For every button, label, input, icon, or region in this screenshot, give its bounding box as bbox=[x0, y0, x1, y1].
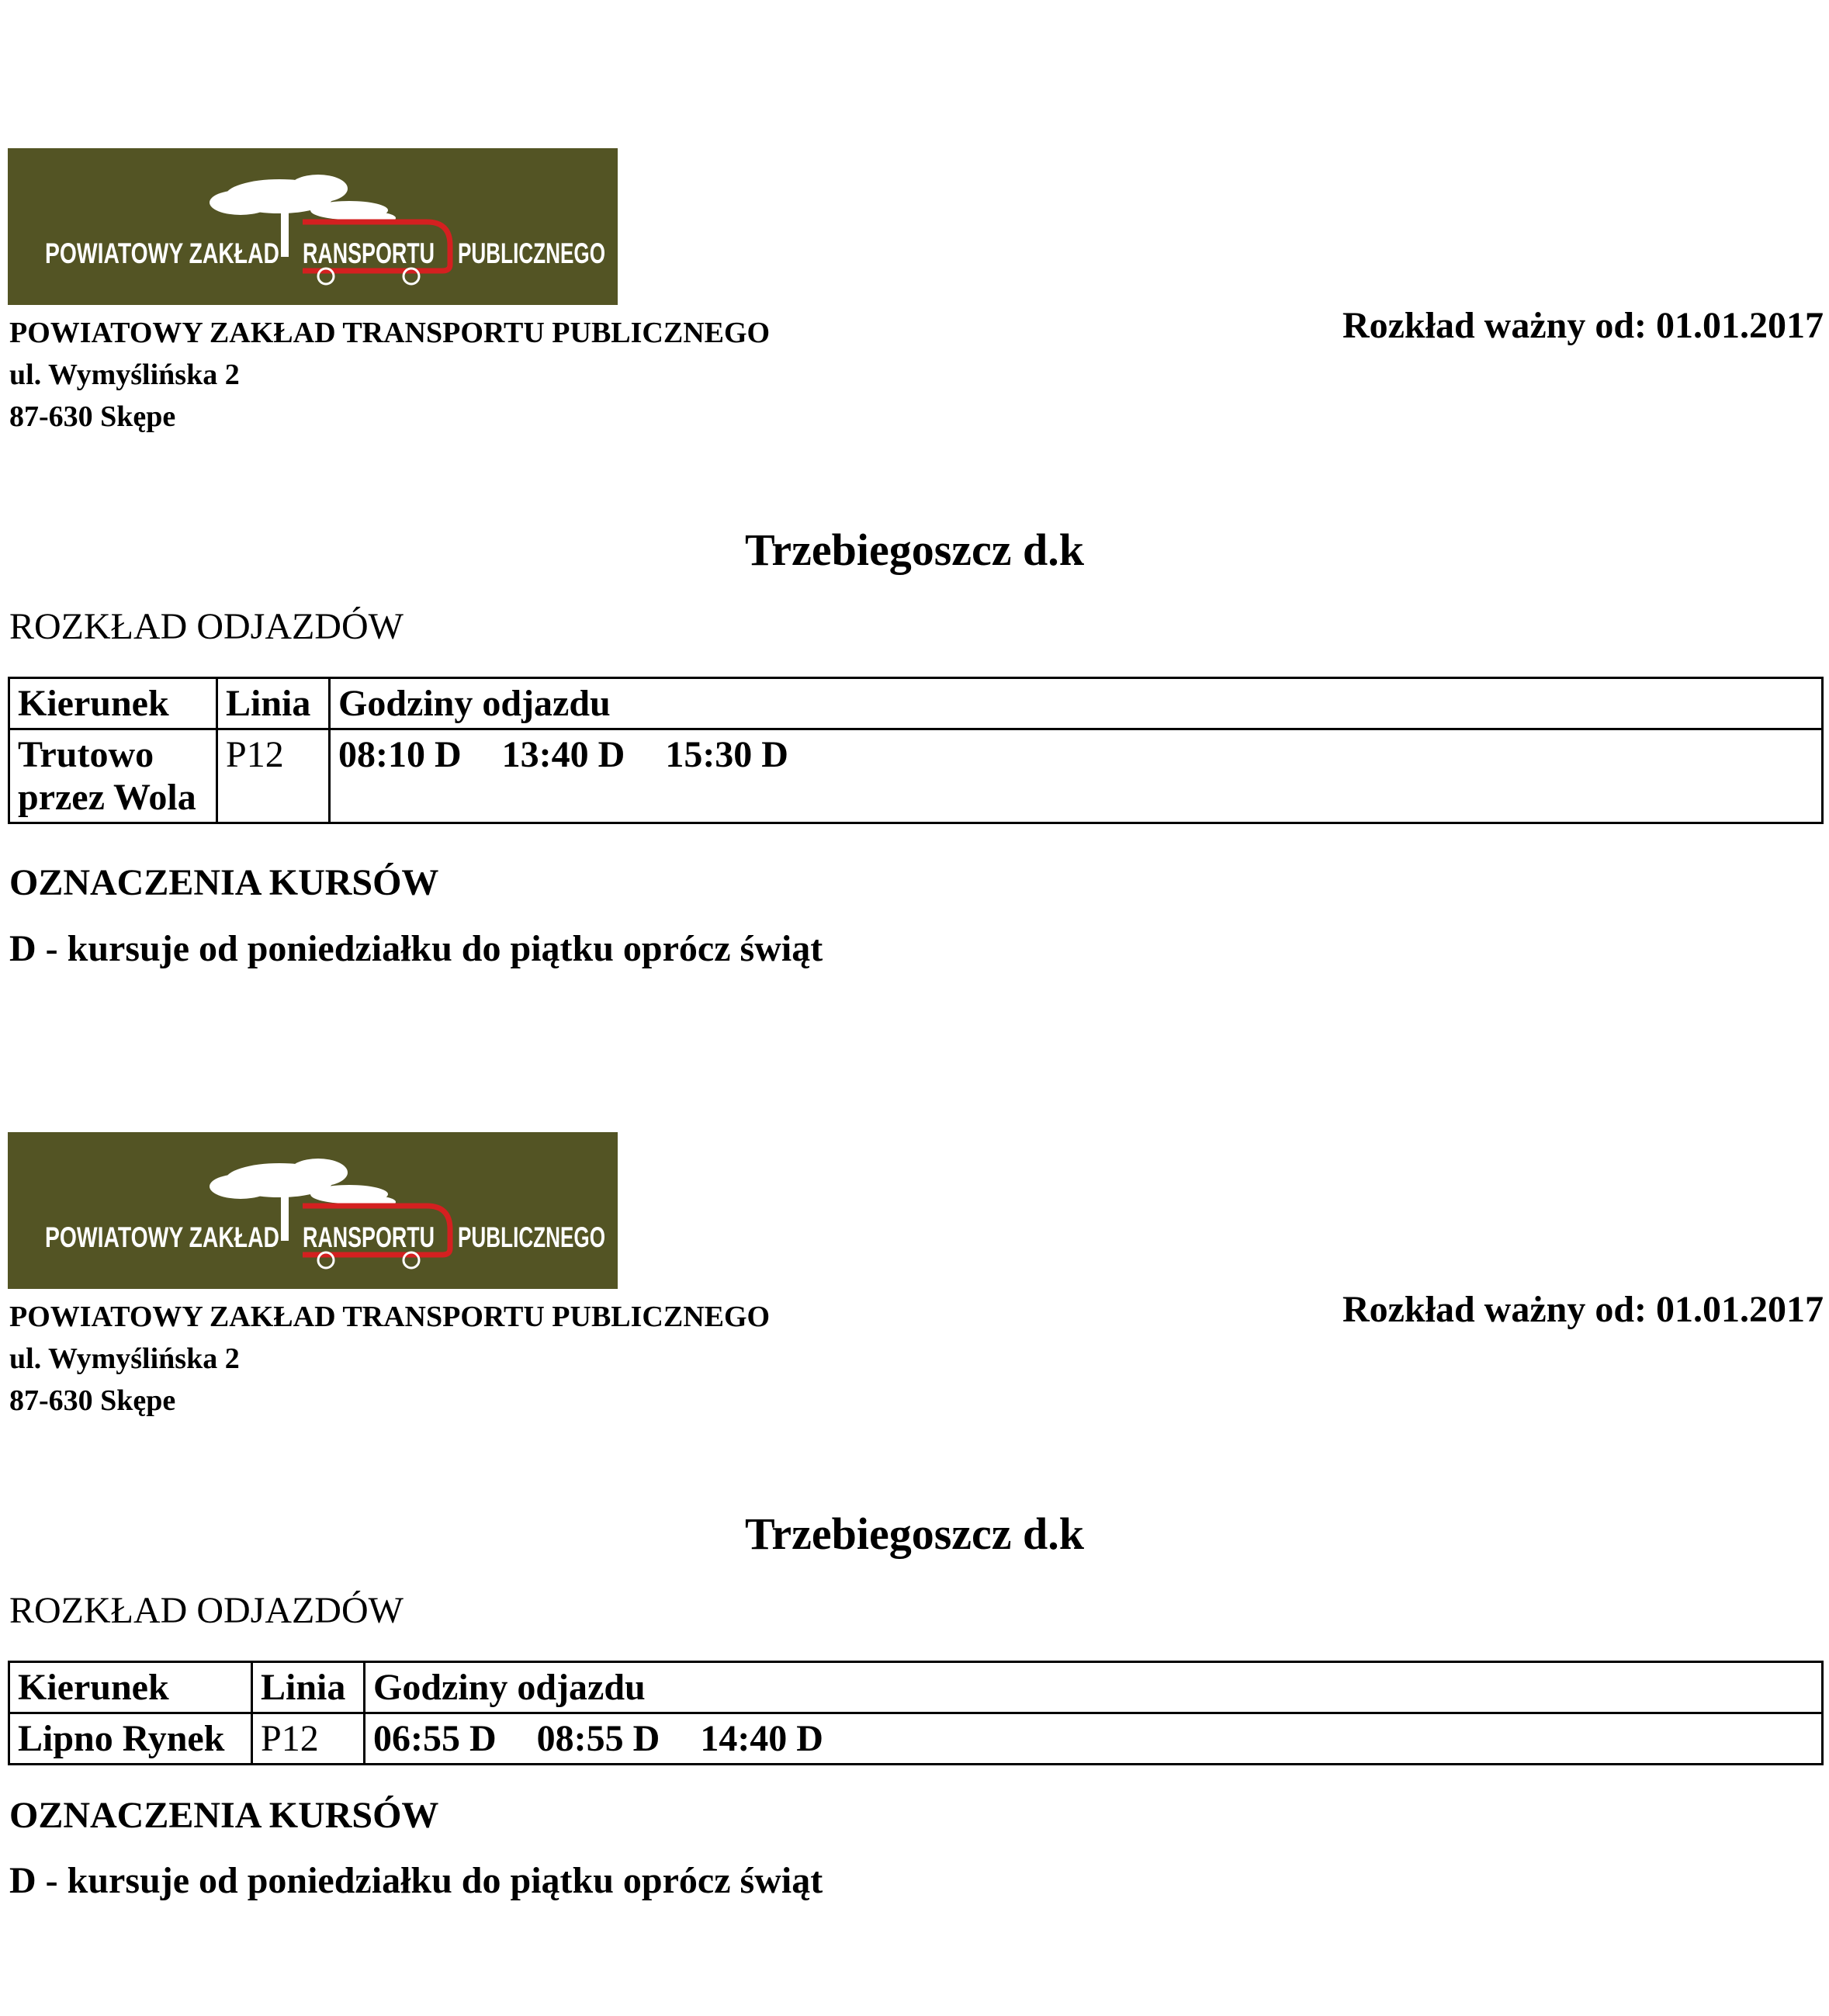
direction-line-2: przez Wola bbox=[18, 777, 196, 818]
timetable bbox=[8, 1661, 1824, 1765]
departure-time: 08:10 D bbox=[338, 734, 462, 775]
company-name: POWIATOWY ZAKŁAD TRANSPORTU PUBLICZNEGO bbox=[9, 1301, 771, 1333]
schedule-heading: ROZKŁAD ODJAZDÓW bbox=[9, 1590, 404, 1631]
header-times: Godziny odjazdu bbox=[330, 678, 1823, 729]
svg-text:RANSPORTU: RANSPORTU bbox=[303, 237, 435, 269]
svg-text:RANSPORTU: RANSPORTU bbox=[303, 1221, 435, 1253]
direction-line-1: Lipno Rynek bbox=[18, 1718, 225, 1759]
direction-cell bbox=[9, 729, 217, 823]
company-city: 87-630 Skępe bbox=[9, 400, 176, 433]
header-line: Linia bbox=[217, 678, 330, 729]
table-header-row bbox=[9, 1662, 1823, 1713]
company-logo bbox=[8, 148, 618, 305]
table-header-row bbox=[9, 678, 1823, 729]
svg-text:POWIATOWY ZAKŁAD: POWIATOWY ZAKŁAD bbox=[45, 1221, 279, 1253]
stop-name: Trzebiegoszcz d.k bbox=[744, 1509, 1085, 1559]
timetable-section-1 bbox=[0, 0, 1829, 984]
line-cell: P12 bbox=[217, 729, 330, 823]
header-direction: Kierunek bbox=[9, 678, 217, 729]
header-line: Linia bbox=[252, 1662, 365, 1713]
svg-text:POWIATOWY ZAKŁAD: POWIATOWY ZAKŁAD bbox=[45, 237, 279, 269]
table-row bbox=[9, 1713, 1823, 1765]
departure-time: 13:40 D bbox=[501, 734, 625, 775]
direction-cell bbox=[9, 1713, 252, 1765]
company-city: 87-630 Skępe bbox=[9, 1384, 176, 1417]
times-cell bbox=[365, 1713, 1823, 1765]
stop-name: Trzebiegoszcz d.k bbox=[744, 525, 1085, 575]
departure-time: 06:55 D bbox=[373, 1718, 497, 1759]
company-name: POWIATOWY ZAKŁAD TRANSPORTU PUBLICZNEGO bbox=[9, 317, 771, 349]
company-street: ul. Wymyślińska 2 bbox=[9, 1342, 240, 1375]
table-row bbox=[9, 729, 1823, 823]
timetable-section-2 bbox=[0, 984, 1829, 1968]
company-street: ul. Wymyślińska 2 bbox=[9, 359, 240, 391]
departure-time: 14:40 D bbox=[700, 1718, 823, 1759]
legend-text: D - kursuje od poniedziałku do piątku oprócz świąt bbox=[9, 928, 823, 969]
header-times: Godziny odjazdu bbox=[365, 1662, 1823, 1713]
departure-time: 08:55 D bbox=[536, 1718, 660, 1759]
tree-bus-logo-icon bbox=[8, 148, 618, 305]
legend-title: OZNACZENIA KURSÓW bbox=[9, 1795, 439, 1836]
company-logo bbox=[8, 1132, 618, 1289]
legend-title: OZNACZENIA KURSÓW bbox=[9, 862, 439, 903]
valid-from: Rozkład ważny od: 01.01.2017 bbox=[1342, 1289, 1824, 1330]
tree-bus-logo-icon bbox=[8, 1132, 618, 1289]
departure-time: 15:30 D bbox=[665, 734, 788, 775]
svg-text:PUBLICZNEGO: PUBLICZNEGO bbox=[458, 1221, 605, 1253]
header-direction: Kierunek bbox=[9, 1662, 252, 1713]
legend-text: D - kursuje od poniedziałku do piątku oprócz świąt bbox=[9, 1860, 823, 1901]
timetable bbox=[8, 677, 1824, 824]
line-cell: P12 bbox=[252, 1713, 365, 1765]
schedule-heading: ROZKŁAD ODJAZDÓW bbox=[9, 606, 404, 647]
direction-line-1: Trutowo bbox=[18, 734, 154, 775]
valid-from: Rozkład ważny od: 01.01.2017 bbox=[1342, 305, 1824, 346]
svg-text:PUBLICZNEGO: PUBLICZNEGO bbox=[458, 237, 605, 269]
times-cell bbox=[330, 729, 1823, 823]
